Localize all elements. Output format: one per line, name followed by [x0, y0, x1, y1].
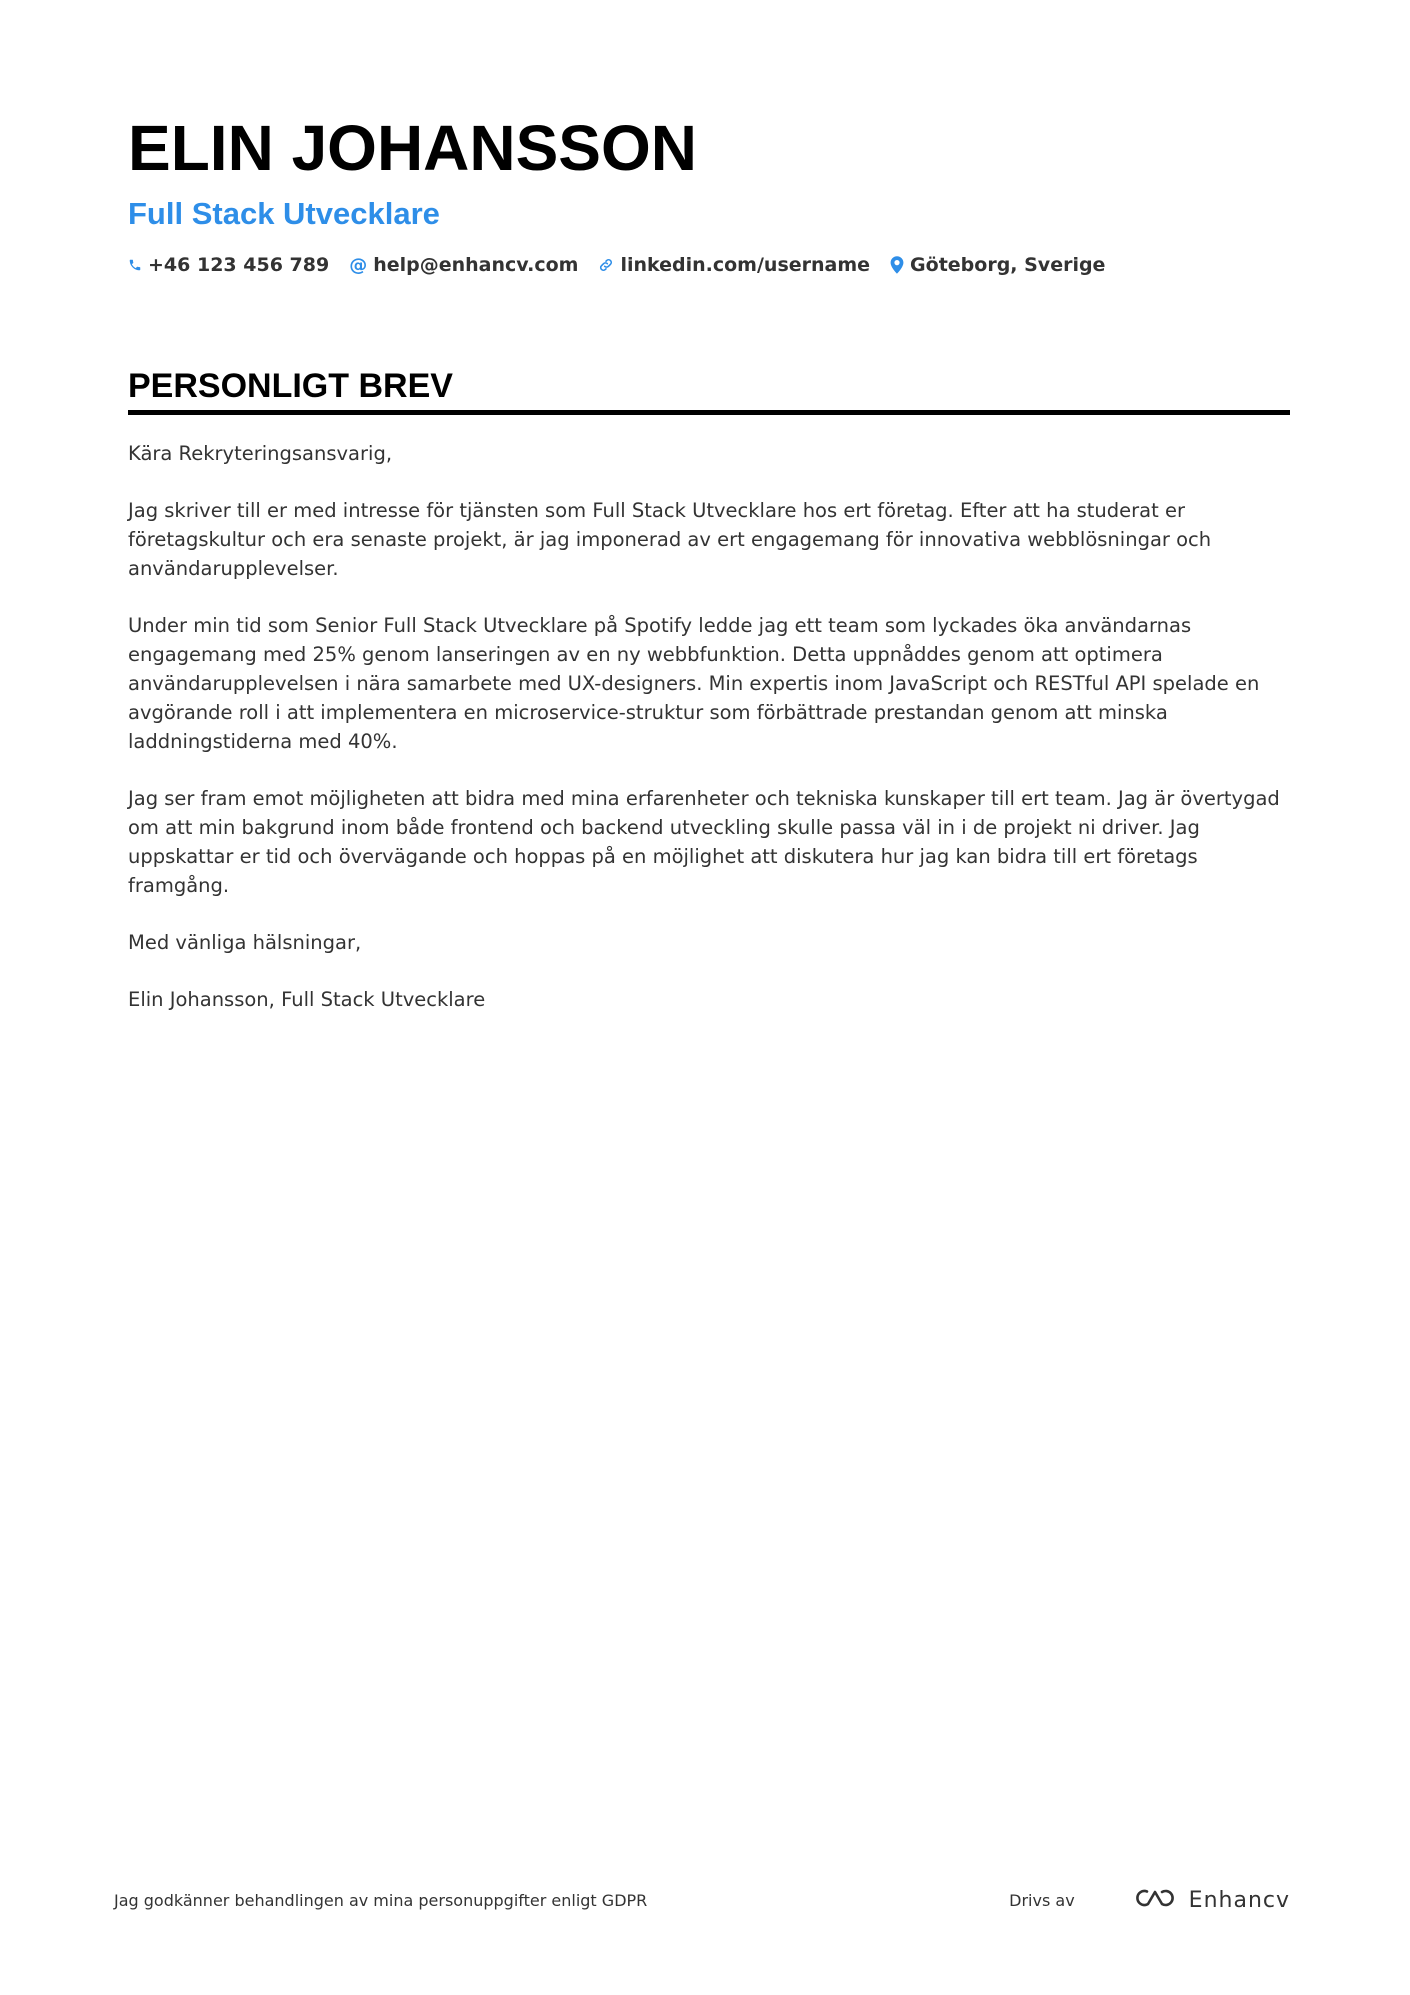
powered-by-label: Drivs av — [1009, 1890, 1075, 1910]
cover-letter-page — [128, 110, 1290, 1042]
email-text: help@enhancv.com — [373, 254, 579, 276]
footer — [114, 1880, 1290, 1920]
brand-name: Enhancv — [1188, 1887, 1290, 1913]
letter-body — [128, 439, 1290, 1014]
letter-paragraph: Jag skriver till er med intresse för tjänsten som Full Stack Utvecklare hos ert företag. Efter att ha studerat er företagskultur och era senaste projekt, är jag imponerad av ert engagemang för innovativa webblösningar och användarupplevelser. — [128, 499, 1212, 580]
footer-branding — [1009, 1886, 1290, 1914]
location-text: Göteborg, Sverige — [910, 254, 1106, 276]
enhancv-logo-icon — [1133, 1886, 1179, 1914]
enhancv-logo[interactable] — [1133, 1886, 1290, 1914]
letter-closing: Med vänliga hälsningar, — [128, 931, 362, 954]
contact-location — [890, 254, 1105, 276]
at-icon: @ — [349, 254, 368, 276]
applicant-name: ELIN JOHANSSON — [128, 112, 697, 184]
link-icon — [598, 257, 614, 273]
letter-greeting: Kära Rekryteringsansvarig, — [128, 442, 393, 465]
letter-paragraph: Jag ser fram emot möjligheten att bidra med mina erfarenheter och tekniska kunskaper till ert team. Jag är övertygad om att min bakgrund inom både frontend och backend utveckling skulle passa väl in i de projekt ni driver. Jag uppskattar er tid och övervägande och hoppas på en möjlighet att diskutera hur jag kan bidra till ert företags framgång. — [128, 787, 1280, 897]
letter-paragraph: Under min tid som Senior Full Stack Utvecklare på Spotify ledde jag ett team som lyckades öka användarnas engagemang med 25% genom lanseringen av en ny webbfunktion. Detta uppnåddes genom att optimera användarupplevelsen i nära samarbete med UX-designers. Min expertis inom JavaScript och RESTful API spelade en avgörande roll i att implementera en microservice-struktur som förbättrade prestandan genom att minska laddningstiderna med 40%. — [128, 614, 1260, 753]
gdpr-consent-text: Jag godkänner behandlingen av mina personuppgifter enligt GDPR — [114, 1890, 648, 1910]
section-heading: PERSONLIGT BREV — [128, 366, 1290, 415]
phone-icon — [128, 258, 142, 272]
contact-info — [128, 254, 1290, 276]
job-title: Full Stack Utvecklare — [128, 196, 440, 231]
linkedin-text: linkedin.com/username — [620, 254, 871, 276]
letter-signature: Elin Johansson, Full Stack Utvecklare — [128, 988, 486, 1011]
contact-email[interactable] — [349, 254, 578, 276]
contact-linkedin[interactable] — [598, 254, 870, 276]
contact-phone[interactable] — [128, 254, 329, 276]
location-pin-icon — [890, 256, 904, 274]
phone-text: +46 123 456 789 — [148, 254, 330, 276]
